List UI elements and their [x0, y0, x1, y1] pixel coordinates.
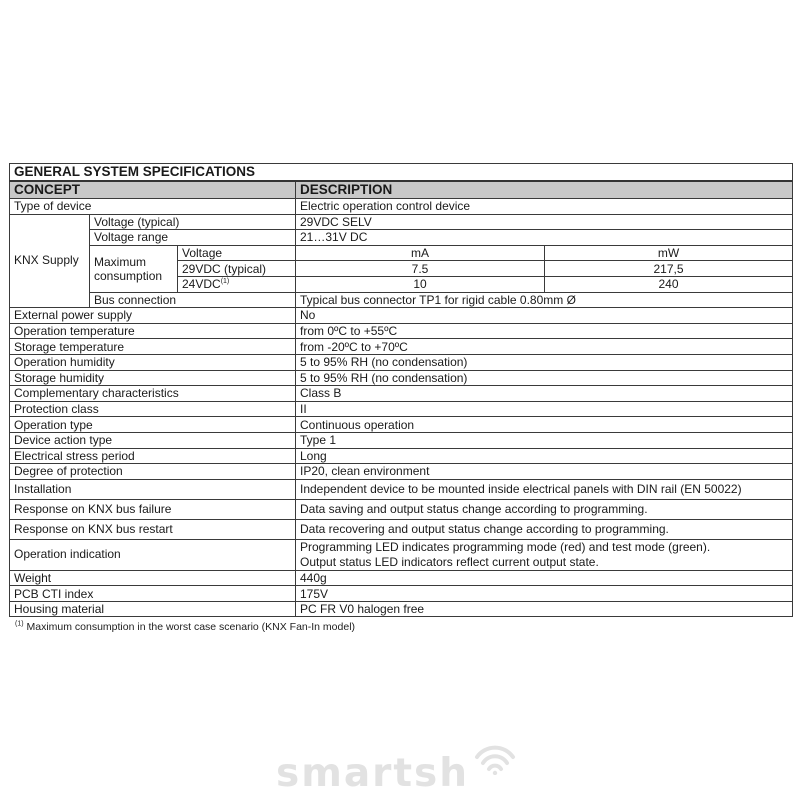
row-description-line: Programming LED indicates programming mode (red) and test mode (green).	[300, 539, 711, 554]
row-concept: Degree of protection	[10, 464, 296, 480]
watermark-text: smartsh	[276, 751, 470, 796]
header-concept: CONCEPT	[10, 181, 296, 199]
row-concept: Operation indication	[10, 539, 296, 570]
table-row	[10, 386, 793, 402]
row-description: 175V	[296, 586, 793, 602]
specifications-table	[9, 163, 793, 617]
row-concept: Installation	[10, 479, 296, 499]
table-row	[10, 417, 793, 433]
table-row	[10, 464, 793, 480]
knx-supply-label: KNX Supply	[10, 214, 90, 308]
row-concept: Housing material	[10, 601, 296, 617]
voltage-typical-label: Voltage (typical)	[90, 214, 296, 230]
row-concept: Electrical stress period	[10, 448, 296, 464]
consumption-header-ma: mA	[296, 245, 545, 261]
row-description: No	[296, 308, 793, 324]
row-description: Type 1	[296, 432, 793, 448]
table-row	[10, 230, 793, 246]
row-concept: Complementary characteristics	[10, 386, 296, 402]
row-description	[296, 539, 793, 570]
footnote-marker: (1)	[220, 278, 230, 286]
table-row	[10, 245, 793, 261]
row-description: Data recovering and output status change according to programming.	[296, 519, 793, 539]
row-concept: Operation temperature	[10, 323, 296, 339]
table-row	[10, 479, 793, 499]
row-description: Independent device to be mounted inside electrical panels with DIN rail (EN 50022)	[296, 479, 793, 499]
table-row	[10, 339, 793, 355]
table-title: GENERAL SYSTEM SPECIFICATIONS	[10, 164, 793, 182]
row-concept: Response on KNX bus restart	[10, 519, 296, 539]
row-description: Class B	[296, 386, 793, 402]
row-description: Continuous operation	[296, 417, 793, 433]
row-description: Data saving and output status change according to programming.	[296, 499, 793, 519]
row-concept: PCB CTI index	[10, 586, 296, 602]
row-concept: External power supply	[10, 308, 296, 324]
row-description: PC FR V0 halogen free	[296, 601, 793, 617]
watermark-logo	[276, 735, 526, 795]
bus-connection-label: Bus connection	[90, 292, 296, 308]
consumption-mw: 217,5	[545, 261, 793, 277]
table-row	[10, 401, 793, 417]
wifi-icon	[473, 735, 517, 775]
spec-rows	[10, 308, 793, 617]
table-row	[10, 499, 793, 519]
table-row	[10, 432, 793, 448]
row-concept: Device action type	[10, 432, 296, 448]
footnote-text: Maximum consumption in the worst case scenario (KNX Fan-In model)	[26, 621, 356, 633]
row-concept: Storage temperature	[10, 339, 296, 355]
row-description: Electric operation control device	[296, 199, 793, 215]
table-row	[10, 308, 793, 324]
consumption-mw: 240	[545, 276, 793, 292]
table-row	[10, 292, 793, 308]
row-concept: Protection class	[10, 401, 296, 417]
table-row	[10, 570, 793, 586]
consumption-header-voltage: Voltage	[178, 245, 296, 261]
voltage-range-value: 21…31V DC	[296, 230, 793, 246]
table-row	[10, 323, 793, 339]
table-row	[10, 214, 793, 230]
table-row	[10, 601, 793, 617]
consumption-ma: 7.5	[296, 261, 545, 277]
max-consumption-label: Maximum consumption	[90, 245, 178, 292]
row-concept: Response on KNX bus failure	[10, 499, 296, 519]
table-row	[10, 448, 793, 464]
row-concept: Operation type	[10, 417, 296, 433]
consumption-ma: 10	[296, 276, 545, 292]
voltage-typical-value: 29VDC SELV	[296, 214, 793, 230]
row-concept: Storage humidity	[10, 370, 296, 386]
bus-connection-value: Typical bus connector TP1 for rigid cable 0.80mm Ø	[296, 292, 793, 308]
row-description: II	[296, 401, 793, 417]
row-concept: Type of device	[10, 199, 296, 215]
table-row	[10, 539, 793, 570]
consumption-voltage: 29VDC (typical)	[178, 261, 296, 277]
table-header-row	[10, 181, 793, 199]
row-description: 5 to 95% RH (no condensation)	[296, 370, 793, 386]
footnote-marker: (1)	[15, 620, 24, 628]
row-concept: Weight	[10, 570, 296, 586]
voltage-range-label: Voltage range	[90, 230, 296, 246]
row-concept: Operation humidity	[10, 354, 296, 370]
table-row	[10, 370, 793, 386]
row-description-line: Output status LED indicators reflect current output state.	[300, 554, 599, 569]
consumption-voltage-text: 24VDC	[182, 277, 221, 292]
table-row	[10, 199, 793, 215]
row-description: from -20ºC to +70ºC	[296, 339, 793, 355]
table-row	[10, 586, 793, 602]
row-description: 5 to 95% RH (no condensation)	[296, 354, 793, 370]
row-description: from 0ºC to +55ºC	[296, 323, 793, 339]
header-description: DESCRIPTION	[296, 181, 793, 199]
footnote	[15, 621, 355, 633]
consumption-header-mw: mW	[545, 245, 793, 261]
table-title-row	[10, 164, 793, 182]
consumption-voltage	[178, 276, 296, 292]
row-description: Long	[296, 448, 793, 464]
row-description: IP20, clean environment	[296, 464, 793, 480]
row-description: 440g	[296, 570, 793, 586]
table-row	[10, 354, 793, 370]
table-row	[10, 519, 793, 539]
